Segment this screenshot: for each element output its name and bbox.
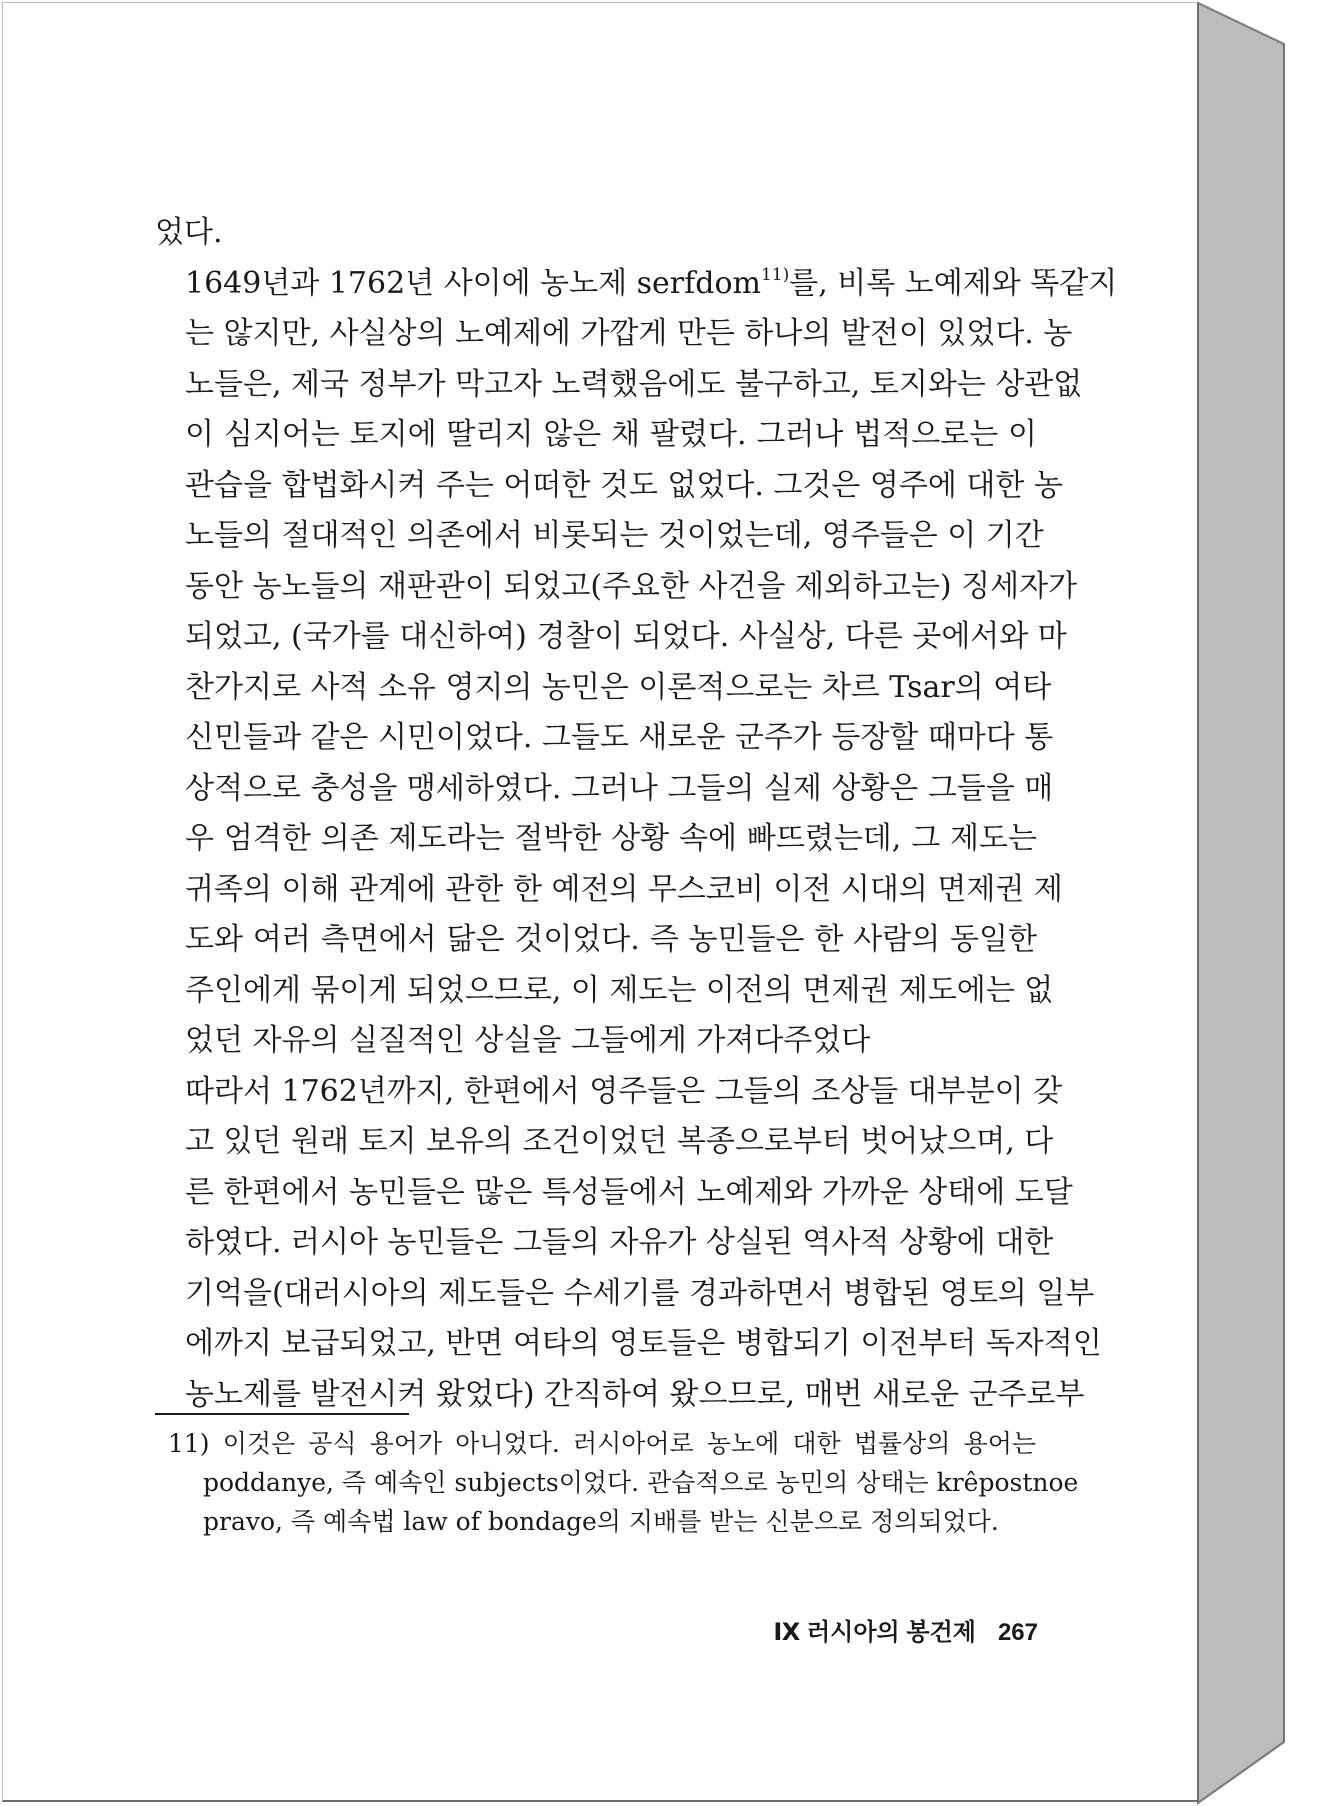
text-line: 하였다. 러시아 농민들은 그들의 자유가 상실된 역사적 상황에 대한 [185, 1225, 1054, 1260]
running-footer [760, 1612, 1038, 1647]
text-line: 동안 농노들의 재판관이 되었고(주요한 사건을 제외하고는) 징세자가 [185, 568, 1078, 604]
text-line: 귀족의 이해 관계에 관한 한 예전의 무스코비 이전 시대의 면제권 제 [185, 871, 1063, 907]
text-segment: 를, 비록 노예제와 똑같지 [789, 265, 1118, 301]
text-line: 상적으로 충성을 맹세하였다. 그러나 그들의 실제 상황은 그들을 매 [185, 770, 1054, 806]
text-line: 이 심지어는 토지에 딸리지 않은 채 팔렸다. 그러나 법적으로는 이 [185, 417, 1037, 452]
text-line: 되었고, (국가를 대신하여) 경찰이 되었다. 사실상, 다른 곳에서와 마 [185, 619, 1067, 654]
text-line: 른 한편에서 농민들은 많은 특성들에서 노예제와 가까운 상태에 도달 [185, 1174, 1073, 1210]
text-line: 주인에게 묶이게 되었으므로, 이 제도는 이전의 면제권 제도에는 없 [185, 972, 1054, 1008]
text-line: 노들은, 제국 정부가 막고자 노력했음에도 불구하고, 토지와는 상관없 [185, 366, 1083, 402]
text-line: 신민들과 같은 시민이었다. 그들도 새로운 군주가 등장할 때마다 통 [185, 720, 1054, 755]
text-line: 관습을 합법화시켜 주는 어떠한 것도 없었다. 그것은 영주에 대한 농 [185, 467, 1063, 503]
footnote-line: poddanye, 즉 예속인 subjects이었다. 관습적으로 농민의 상태는 krêpostnoe [203, 1468, 1079, 1497]
page-number: 267 [997, 1619, 1038, 1646]
paragraph-serfdom [155, 259, 1118, 1067]
footnote-line: 11) 이것은 공식 용어가 아니었다. 러시아어로 농노에 대한 법률상의 용어는 [168, 1429, 1036, 1458]
footnote-reference: 11) [760, 264, 790, 285]
text-line: 찬가지로 사적 소유 영지의 농민은 이론적으로는 차르 Tsar의 여타 [185, 669, 1052, 705]
text-line: 고 있던 원래 토지 보유의 조건이었던 복종으로부터 벗어났으며, 다 [185, 1124, 1054, 1159]
text-line: 는 않지만, 사실상의 노예제에 가깝게 만든 하나의 발전이 있었다. 농 [185, 316, 1073, 351]
paragraph-continuation [155, 208, 1037, 259]
text-line: 노들의 절대적인 의존에서 비롯되는 것이었는데, 영주들은 이 기간 [185, 518, 1044, 553]
text-line: 따라서 1762년까지, 한편에서 영주들은 그들의 조상들 대부분이 갖 [185, 1073, 1063, 1109]
footnote-divider [155, 1413, 409, 1415]
footnote-line: pravo, 즉 예속법 law of bondage의 지배를 받는 신분으로 정의되었다. [203, 1507, 999, 1536]
text-line: 기억을(대러시아의 제도들은 수세기를 경과하면서 병합된 영토의 일부 [185, 1275, 1095, 1311]
text-line: 었다. [155, 215, 223, 250]
text-line: 도와 여러 측면에서 닮은 것이었다. 즉 농민들은 한 사람의 동일한 [185, 922, 1037, 957]
footnote [168, 1424, 1079, 1541]
text-line: 농노제를 발전시켜 왔었다) 간직하여 왔으므로, 매번 새로운 군주로부 [185, 1376, 1085, 1412]
chapter-title: Ⅸ 러시아의 봉건제 [773, 1619, 976, 1646]
text-line: 에까지 보급되었고, 반면 여타의 영토들은 병합되기 이전부터 독자적인 [185, 1326, 1102, 1361]
body-text [155, 208, 1118, 1420]
text-line: 우 엄격한 의존 제도라는 절박한 상황 속에 빠뜨렸는데, 그 제도는 [185, 821, 1037, 856]
text-segment: 1649년과 1762년 사이에 농노제 serfdom [185, 265, 761, 301]
text-line: 었던 자유의 실질적인 상실을 그들에게 가져다주었다 [185, 1023, 871, 1058]
text-line [155, 259, 1118, 310]
paragraph-1762 [155, 1067, 1102, 1421]
